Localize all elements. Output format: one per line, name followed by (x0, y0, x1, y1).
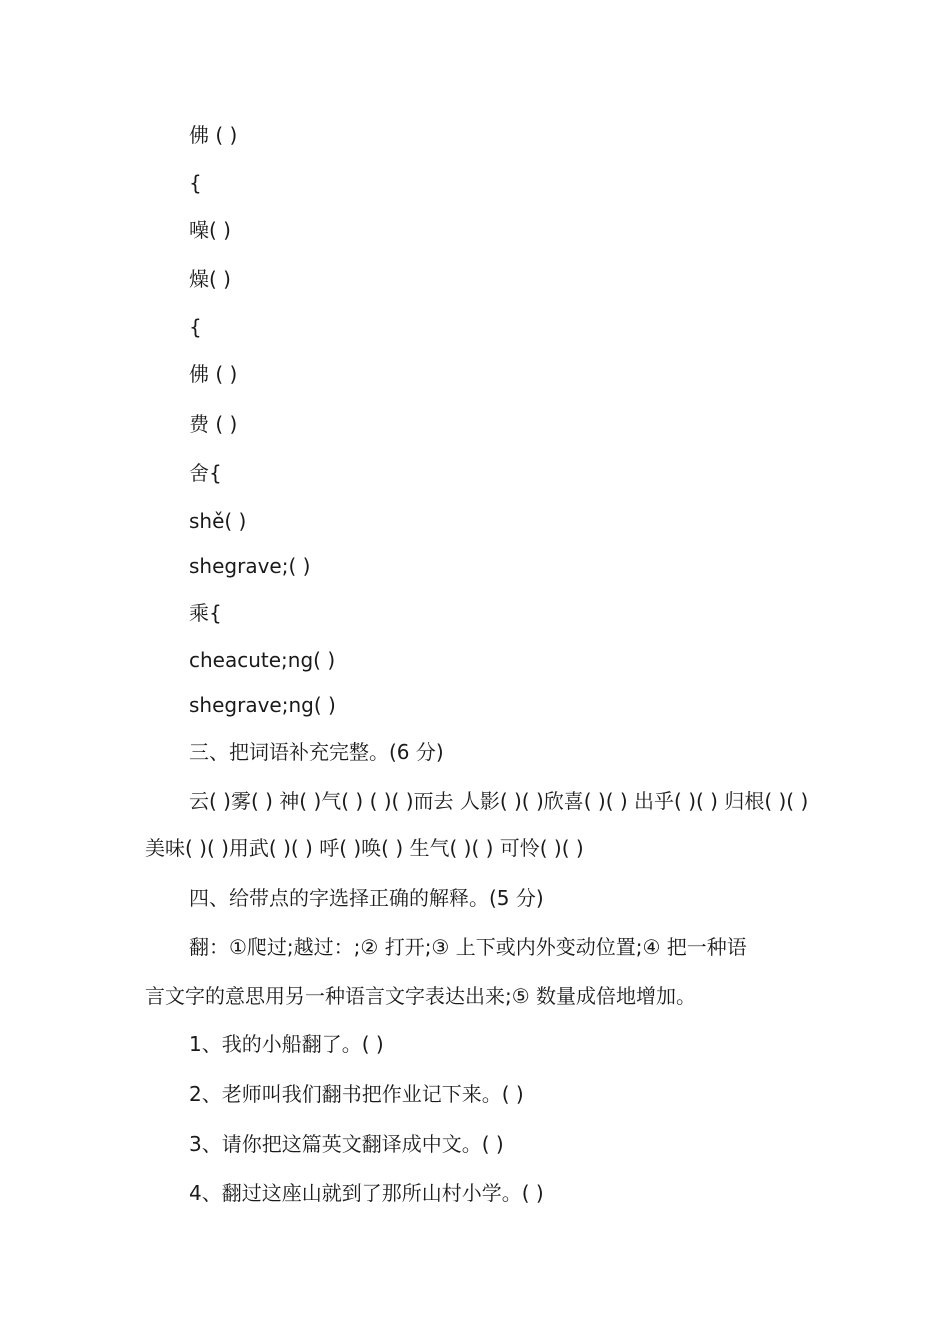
text-line-she: 舍{ (189, 461, 222, 485)
text-line-fo-1: 佛 ( ) (189, 123, 238, 147)
text-line-fan-definition-1: 翻：①爬过;越过：;② 打开;③ 上下或内外变动位置;④ 把一种语 (189, 935, 747, 959)
section-heading-3: 三、把词语补充完整。(6 分) (189, 740, 444, 764)
section-heading-4: 四、给带点的字选择正确的解释。(5 分) (189, 886, 544, 910)
question-item-4: 4、翻过这座山就到了那所山村小学。( ) (189, 1181, 544, 1205)
text-line-fo-2: 佛 ( ) (189, 362, 238, 386)
text-line-words-1: 云( )雾( ) 神( )气( ) ( )( )而去 人影( )( )欣喜( )( ) 出乎( )( ) 归根( )( ) (189, 789, 809, 813)
question-item-1: 1、我的小船翻了。( ) (189, 1032, 384, 1056)
text-line-zao-1: 噪( ) (189, 218, 231, 242)
text-line-fei: 费 ( ) (189, 412, 238, 436)
text-line-she-pinyin-1: shě( ) (189, 509, 247, 533)
text-line-she-pinyin-2: shegrave;( ) (189, 554, 311, 578)
question-item-2: 2、老师叫我们翻书把作业记下来。( ) (189, 1082, 524, 1106)
text-line-zao-2: 燥( ) (189, 267, 231, 291)
text-line-fan-definition-2: 言文字的意思用另一种语言文字表达出来;⑤ 数量成倍地增加。 (145, 984, 697, 1008)
text-line-brace-2: { (189, 315, 202, 339)
text-line-cheng-pinyin-2: shegrave;ng( ) (189, 693, 336, 717)
text-line-cheng-pinyin-1: cheacute;ng( ) (189, 648, 336, 672)
text-line-cheng: 乘{ (189, 601, 222, 625)
text-line-brace-1: { (189, 171, 202, 195)
question-item-3: 3、请你把这篇英文翻译成中文。( ) (189, 1132, 504, 1156)
text-line-words-2: 美味( )( )用武( )( ) 呼( )唤( ) 生气( )( ) 可怜( )( ) (145, 836, 584, 860)
